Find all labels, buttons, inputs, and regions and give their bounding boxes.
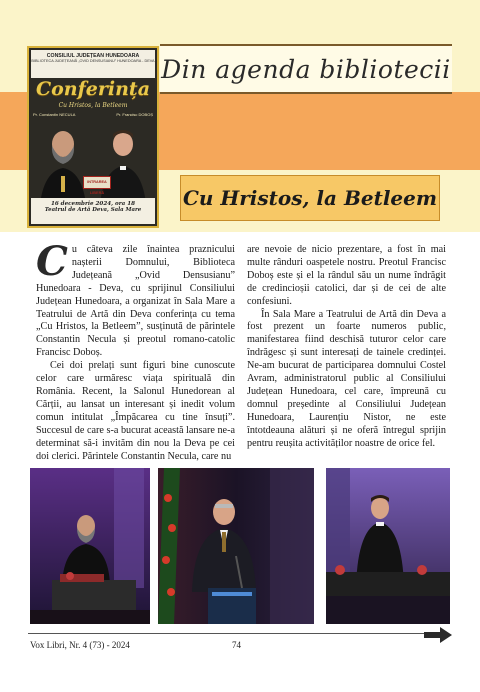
poster-header xyxy=(31,50,155,78)
poster-library: BIBLIOTECA JUDEȚEANĂ „OVID DENSUSIANU” HUNEDOARA - DEVA xyxy=(31,59,155,64)
section-title-bar xyxy=(160,44,452,94)
article-paragraph: În Sala Mare a Teatrului de Artă din Deva a fost prezent un foarte numeros public, manifestarea fiind deschisă tuturor celor care îndrăgesc și sunt interesați de tainele credinței. Ne-am bucurat de participarea domnului Costel Avram, administratorul public al Consiliului Județean Hunedoara, cel care, împreună cu domnul președinte al Consiliului Județean Hunedoara, Laurențiu Nistor, ne este întotdeauna alături și ne oferă întregul sprijin pentru reușita activităților noastre de orice fel. xyxy=(247,308,446,449)
event-photo-official-speech xyxy=(158,468,314,624)
event-photo-speaker-podium xyxy=(30,468,150,624)
article-title: Cu Hristos, la Betleem xyxy=(182,186,438,210)
section-title: Din agenda bibliotecii xyxy=(161,54,451,84)
poster-speaker-right: Pr. Francisc DOBOȘ xyxy=(116,112,153,117)
poster-free-entry-badge: INTRAREA LIBERĂ xyxy=(83,176,111,189)
poster-heading: Conferința xyxy=(36,78,150,100)
article-paragraph: are nevoie de nicio prezentare, a fost în mai multe rânduri oaspetele nostru. Preotul Francisc Doboș este și el la rândul său un nume îndrăgit de credincioșii catolici, dar și de cei de alte confesiuni. xyxy=(247,244,446,307)
poster-date: 16 decembrie 2024, ora 18 xyxy=(50,201,136,207)
next-page-arrow-icon[interactable] xyxy=(424,627,452,643)
page-number: 74 xyxy=(232,640,241,650)
article-column-right xyxy=(247,244,446,458)
article-column-left xyxy=(36,238,235,462)
event-poster xyxy=(27,46,159,228)
article-title-box xyxy=(180,175,440,221)
poster-council: CONSILIUL JUDEȚEAN HUNEDOARA xyxy=(46,53,140,59)
poster-subtitle: Cu Hristos, la Betleem xyxy=(58,102,128,109)
event-photo-priest-standing xyxy=(326,468,450,624)
article-body xyxy=(36,238,446,462)
journal-issue: Vox Libri, Nr. 4 (73) - 2024 xyxy=(30,640,130,650)
drop-cap: C xyxy=(36,238,68,285)
footer-divider xyxy=(28,633,426,634)
paragraph-text: u câteva zile înaintea praznicului nașterii Domnului, Biblioteca Județeană „Ovid Densusianu” Hunedoara - Deva, cu sprijinul Consiliului Județean Hunedoara, a organizat în Sala Mare a Teatrului de Artă din Deva conferința cu tema „Cu Hristos, la Betleem”, susținută de părintele Constantin Necula și preotul romano-catolic Francisc Doboș. xyxy=(36,244,235,359)
article-paragraph: Cei doi prelați sunt figuri bine cunoscute celor care urmăresc viața spirituală din România. Recent, la Salonul Hunedorean al Cărții, au lansat un interesant și inedit volum comun intitulat „Împăcarea cu tine însuți”. Succesul de care s-a bucurat această lansare ne-a determinat să-i invităm din nou la Deva pe cei doi clerici. Părintele Constantin Necula, care nu xyxy=(36,360,235,462)
poster-speaker-left: Pr. Constantin NECULA xyxy=(33,112,76,117)
article-paragraph xyxy=(36,238,235,360)
poster-footer xyxy=(31,198,155,224)
poster-speakers xyxy=(33,112,153,117)
poster-venue: Teatrul de Artă Deva, Sala Mare xyxy=(44,207,142,213)
